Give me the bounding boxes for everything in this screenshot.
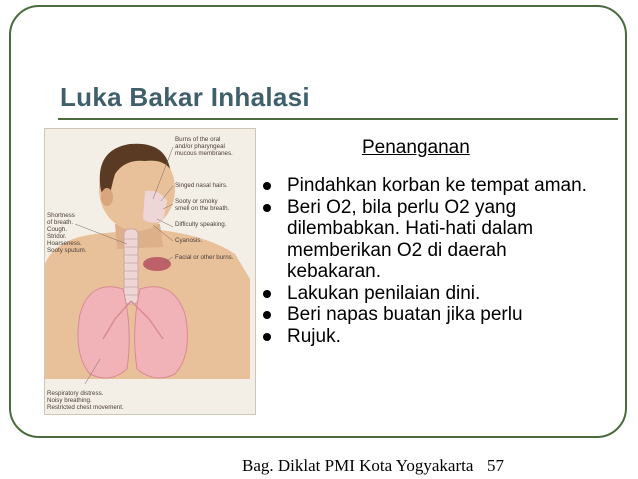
label-singed-hairs: Singed nasal hairs.	[175, 182, 228, 189]
ear	[101, 188, 113, 206]
facial-burn	[143, 257, 171, 271]
left-lung	[78, 287, 129, 378]
list-item-text: Beri napas buatan jika perlu	[287, 304, 523, 325]
label-cyanosis: Cyanosis.	[175, 237, 203, 244]
bullet-icon	[263, 333, 271, 341]
bullet-icon	[263, 311, 271, 319]
bullet-icon	[263, 290, 271, 298]
title-underline	[58, 118, 618, 120]
anatomy-figure	[45, 129, 256, 415]
bullet-icon	[263, 182, 271, 190]
slide-title: Luka Bakar Inhalasi	[60, 82, 310, 112]
trachea	[124, 229, 138, 304]
section-subtitle: Penanganan	[362, 137, 470, 158]
list-item	[258, 175, 603, 197]
list-item	[258, 326, 603, 348]
bullet-icon	[263, 204, 271, 212]
inhalation-injury-illustration	[44, 128, 256, 415]
list-item-text: Lakukan penilaian dini.	[287, 282, 481, 304]
label-left-symptoms: Shortness of breath. Cough. Stridor. Hoarseness. Sooty sputum.	[47, 212, 87, 254]
page-number: 57	[487, 456, 504, 475]
treatment-list	[258, 175, 603, 347]
list-item-text: Pindahkan korban ke tempat aman.	[287, 175, 587, 196]
list-item	[258, 283, 603, 305]
label-facial-burns: Facial or other burns.	[175, 254, 234, 261]
list-item-text: Rujuk.	[287, 325, 341, 347]
list-item	[258, 197, 603, 283]
label-oral-burns: Burns of the oral and/or pharyngeal mucous membranes.	[175, 136, 233, 157]
label-sooty-smell: Sooty or smoky smell on the breath.	[175, 198, 230, 212]
label-difficulty-speaking: Difficulty speaking.	[175, 221, 227, 228]
label-bottom-symptoms: Respiratory distress. Noisy breathing. Restricted chest movement.	[47, 390, 124, 411]
list-item	[258, 304, 603, 326]
list-item-text: Beri O2, bila perlu O2 yang dilembabkan. Hati-hati dalam memberikan O2 di daerah kebakaran.	[287, 196, 534, 282]
footer-text: Bag. Diklat PMI Kota Yogyakarta	[242, 456, 474, 475]
